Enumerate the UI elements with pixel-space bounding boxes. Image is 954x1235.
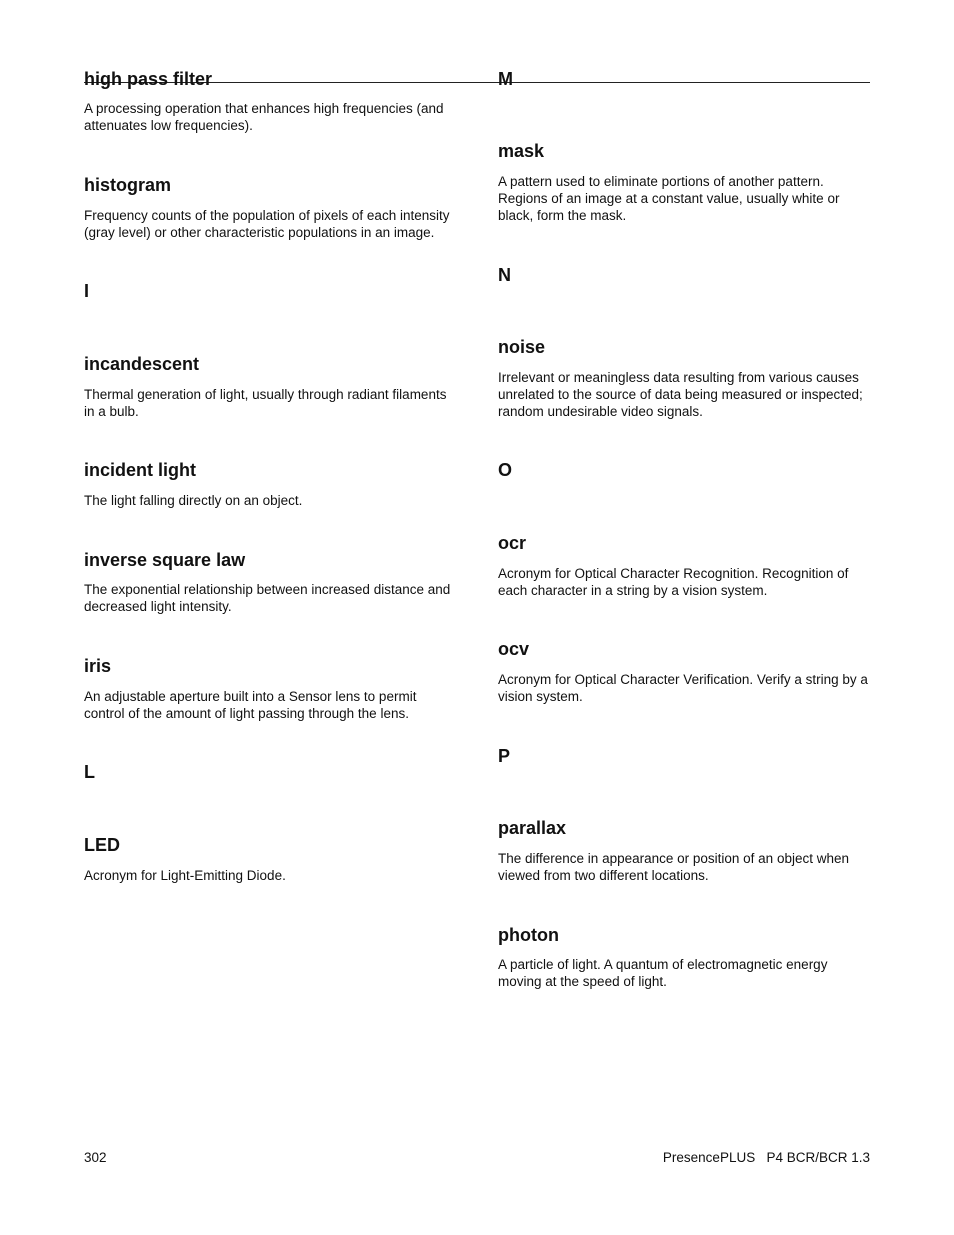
definition-incident-light: The light falling directly on an object. [84, 493, 303, 508]
footer-document-title: PresencePLUS P4 BCR/BCR 1.3 [662, 1150, 870, 1165]
section-letter-m: M [498, 69, 513, 89]
section-letter-l: L [84, 762, 95, 782]
term-ocr: ocr [498, 533, 527, 553]
definition-incandescent: Thermal generation of light, usually through radiant filaments in a bulb. [84, 387, 447, 419]
term-noise: noise [498, 337, 546, 357]
definition-ocr: Acronym for Optical Character Recognition. Recognition of each character in a string by a vision system. [498, 566, 849, 598]
definition-histogram: Frequency counts of the population of pixels of each intensity (gray level) or other characteristic populations in an image. [84, 208, 450, 240]
term-mask: mask [498, 141, 545, 161]
term-high-pass-filter: high pass filter [84, 69, 213, 89]
definition-parallax: The difference in appearance or position of an object when viewed from two different locations. [498, 851, 849, 883]
term-ocv: ocv [498, 639, 530, 659]
definition-photon: A particle of light. A quantum of electromagnetic energy moving at the speed of light. [498, 957, 828, 989]
definition-mask: A pattern used to eliminate portions of another pattern. Regions of an image at a constant value, usually white or black, form the mask. [498, 174, 840, 223]
term-histogram: histogram [84, 175, 172, 195]
term-inverse-square-law: inverse square law [84, 550, 246, 570]
footer-page-number: 302 [84, 1150, 107, 1165]
term-incident-light: incident light [84, 460, 196, 480]
section-letter-p: P [498, 746, 511, 766]
definition-noise: Irrelevant or meaningless data resulting from various causes unrelated to the source of data being measured or inspected; random undesirable video signals. [498, 370, 863, 419]
term-incandescent: incandescent [84, 354, 200, 374]
definition-ocv: Acronym for Optical Character Verification. Verify a string by a vision system. [498, 672, 868, 704]
term-led: LED [84, 835, 120, 855]
section-letter-i: I [84, 281, 90, 301]
definition-high-pass-filter: A processing operation that enhances high frequencies (and attenuates low frequencies). [84, 101, 444, 133]
term-iris: iris [84, 656, 112, 676]
definition-inverse-square-law: The exponential relationship between increased distance and decreased light intensity. [84, 582, 451, 614]
definition-iris: An adjustable aperture built into a Sensor lens to permit control of the amount of light passing through the lens. [84, 689, 417, 721]
term-photon: photon [498, 925, 559, 945]
definition-led: Acronym for Light-Emitting Diode. [84, 868, 286, 883]
term-parallax: parallax [498, 818, 567, 838]
section-letter-o: O [498, 460, 513, 480]
section-letter-n: N [498, 265, 511, 285]
